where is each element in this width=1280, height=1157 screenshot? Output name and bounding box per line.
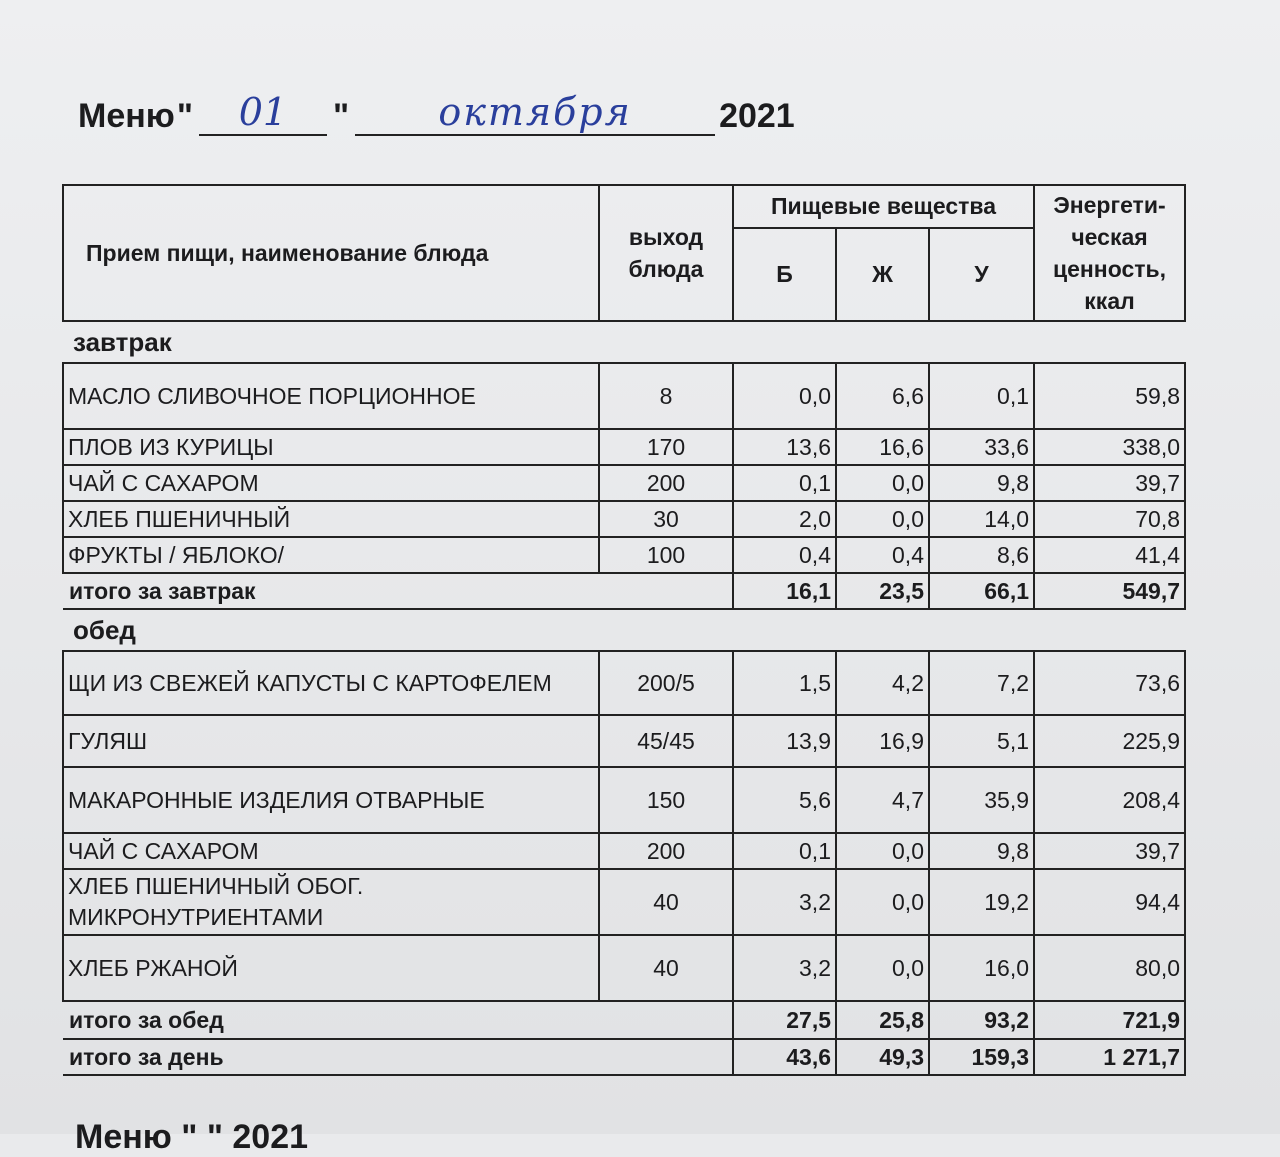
dish-yield: 8 xyxy=(599,363,733,429)
dish-fat: 0,0 xyxy=(836,833,929,869)
dish-yield: 30 xyxy=(599,501,733,537)
day-total-label: итого за день xyxy=(63,1039,599,1075)
dish-fat: 0,0 xyxy=(836,465,929,501)
title-prefix: Меню xyxy=(78,97,175,135)
dish-kcal: 80,0 xyxy=(1034,935,1185,1001)
dish-protein: 0,1 xyxy=(733,833,836,869)
header-energy: Энергети-ческая ценность, ккал xyxy=(1034,185,1185,321)
dish-fat: 0,0 xyxy=(836,501,929,537)
total-blank xyxy=(599,1039,733,1075)
menu-title xyxy=(78,80,795,136)
dish-yield: 200 xyxy=(599,465,733,501)
title-year: 2021 xyxy=(719,97,795,135)
dish-protein: 0,0 xyxy=(733,363,836,429)
dish-protein: 0,4 xyxy=(733,537,836,573)
dish-carbs: 33,6 xyxy=(929,429,1034,465)
dish-yield: 200 xyxy=(599,833,733,869)
breakfast-total-row xyxy=(63,573,1185,609)
total-blank xyxy=(599,573,733,609)
dish-kcal: 73,6 xyxy=(1034,651,1185,715)
header-carbs: У xyxy=(929,228,1034,321)
dish-yield: 40 xyxy=(599,869,733,935)
header-protein: Б xyxy=(733,228,836,321)
dish-kcal: 41,4 xyxy=(1034,537,1185,573)
dish-protein: 5,6 xyxy=(733,767,836,833)
table-row xyxy=(63,465,1185,501)
table-row xyxy=(63,537,1185,573)
total-fat: 23,5 xyxy=(836,573,929,609)
dish-name: ЧАЙ С САХАРОМ xyxy=(63,833,599,869)
dish-kcal: 94,4 xyxy=(1034,869,1185,935)
dish-carbs: 5,1 xyxy=(929,715,1034,767)
total-label: итого за завтрак xyxy=(63,573,599,609)
dish-protein: 1,5 xyxy=(733,651,836,715)
day-total-row xyxy=(63,1039,1185,1075)
table-row xyxy=(63,767,1185,833)
dish-carbs: 14,0 xyxy=(929,501,1034,537)
dish-name: ЩИ ИЗ СВЕЖЕЙ КАПУСТЫ С КАРТОФЕЛЕМ xyxy=(63,651,599,715)
dish-protein: 0,1 xyxy=(733,465,836,501)
dish-name: ГУЛЯШ xyxy=(63,715,599,767)
dish-kcal: 59,8 xyxy=(1034,363,1185,429)
section-label: обед xyxy=(63,609,1185,651)
dish-kcal: 225,9 xyxy=(1034,715,1185,767)
dish-name: МАСЛО СЛИВОЧНОЕ ПОРЦИОННОЕ xyxy=(63,363,599,429)
dish-fat: 16,9 xyxy=(836,715,929,767)
dish-fat: 6,6 xyxy=(836,363,929,429)
dish-carbs: 9,8 xyxy=(929,833,1034,869)
dish-protein: 13,6 xyxy=(733,429,836,465)
table-row xyxy=(63,833,1185,869)
total-kcal: 721,9 xyxy=(1034,1001,1185,1039)
header-nutrients: Пищевые вещества xyxy=(733,185,1034,228)
dish-kcal: 39,7 xyxy=(1034,465,1185,501)
day-total-fat: 49,3 xyxy=(836,1039,929,1075)
table-row xyxy=(63,651,1185,715)
dish-fat: 16,6 xyxy=(836,429,929,465)
dish-protein: 3,2 xyxy=(733,869,836,935)
dish-kcal: 338,0 xyxy=(1034,429,1185,465)
total-kcal: 549,7 xyxy=(1034,573,1185,609)
dish-carbs: 0,1 xyxy=(929,363,1034,429)
dish-carbs: 35,9 xyxy=(929,767,1034,833)
header-yield: выход блюда xyxy=(599,185,733,321)
day-total-kcal: 1 271,7 xyxy=(1034,1039,1185,1075)
dish-yield: 170 xyxy=(599,429,733,465)
dish-name: ХЛЕБ РЖАНОЙ xyxy=(63,935,599,1001)
dish-fat: 0,4 xyxy=(836,537,929,573)
total-protein: 27,5 xyxy=(733,1001,836,1039)
section-label: завтрак xyxy=(63,321,1185,363)
dish-yield: 45/45 xyxy=(599,715,733,767)
dish-name: ПЛОВ ИЗ КУРИЦЫ xyxy=(63,429,599,465)
dish-protein: 13,9 xyxy=(733,715,836,767)
dish-yield: 200/5 xyxy=(599,651,733,715)
dish-carbs: 7,2 xyxy=(929,651,1034,715)
quote-open: " xyxy=(176,97,193,135)
total-fat: 25,8 xyxy=(836,1001,929,1039)
lunch-total-row xyxy=(63,1001,1185,1039)
dish-name: ФРУКТЫ / ЯБЛОКО/ xyxy=(63,537,599,573)
dish-carbs: 9,8 xyxy=(929,465,1034,501)
table-row xyxy=(63,501,1185,537)
dish-fat: 4,7 xyxy=(836,767,929,833)
total-protein: 16,1 xyxy=(733,573,836,609)
dish-name: ХЛЕБ ПШЕНИЧНЫЙ ОБОГ. МИКРОНУТРИЕНТАМИ xyxy=(63,869,599,935)
dish-carbs: 19,2 xyxy=(929,869,1034,935)
dish-carbs: 16,0 xyxy=(929,935,1034,1001)
day-total-protein: 43,6 xyxy=(733,1039,836,1075)
dish-kcal: 39,7 xyxy=(1034,833,1185,869)
total-label: итого за обед xyxy=(63,1001,599,1039)
table-row xyxy=(63,869,1185,935)
table-row xyxy=(63,429,1185,465)
dish-yield: 40 xyxy=(599,935,733,1001)
dish-protein: 2,0 xyxy=(733,501,836,537)
section-lunch xyxy=(63,609,1185,651)
section-breakfast xyxy=(63,321,1185,363)
dish-name: ХЛЕБ ПШЕНИЧНЫЙ xyxy=(63,501,599,537)
quote-close: " xyxy=(332,97,350,135)
table-row xyxy=(63,715,1185,767)
header-row-1 xyxy=(63,185,1185,228)
dish-name: ЧАЙ С САХАРОМ xyxy=(63,465,599,501)
dish-protein: 3,2 xyxy=(733,935,836,1001)
header-fat: Ж xyxy=(836,228,929,321)
menu-table xyxy=(62,184,1186,1076)
header-dish-name: Прием пищи, наименование блюда xyxy=(63,185,599,321)
table-row xyxy=(63,363,1185,429)
dish-fat: 0,0 xyxy=(836,869,929,935)
dish-carbs: 8,6 xyxy=(929,537,1034,573)
dish-fat: 4,2 xyxy=(836,651,929,715)
dish-kcal: 70,8 xyxy=(1034,501,1185,537)
dish-name: МАКАРОННЫЕ ИЗДЕЛИЯ ОТВАРНЫЕ xyxy=(63,767,599,833)
table-row xyxy=(63,935,1185,1001)
total-blank xyxy=(599,1001,733,1039)
day-total-carbs: 159,3 xyxy=(929,1039,1034,1075)
next-page-title: Меню " " 2021 xyxy=(75,1118,309,1156)
dish-fat: 0,0 xyxy=(836,935,929,1001)
dish-yield: 100 xyxy=(599,537,733,573)
dish-kcal: 208,4 xyxy=(1034,767,1185,833)
handwritten-day: 01 xyxy=(199,92,327,136)
total-carbs: 66,1 xyxy=(929,573,1034,609)
dish-yield: 150 xyxy=(599,767,733,833)
total-carbs: 93,2 xyxy=(929,1001,1034,1039)
handwritten-month: октября xyxy=(355,92,715,136)
